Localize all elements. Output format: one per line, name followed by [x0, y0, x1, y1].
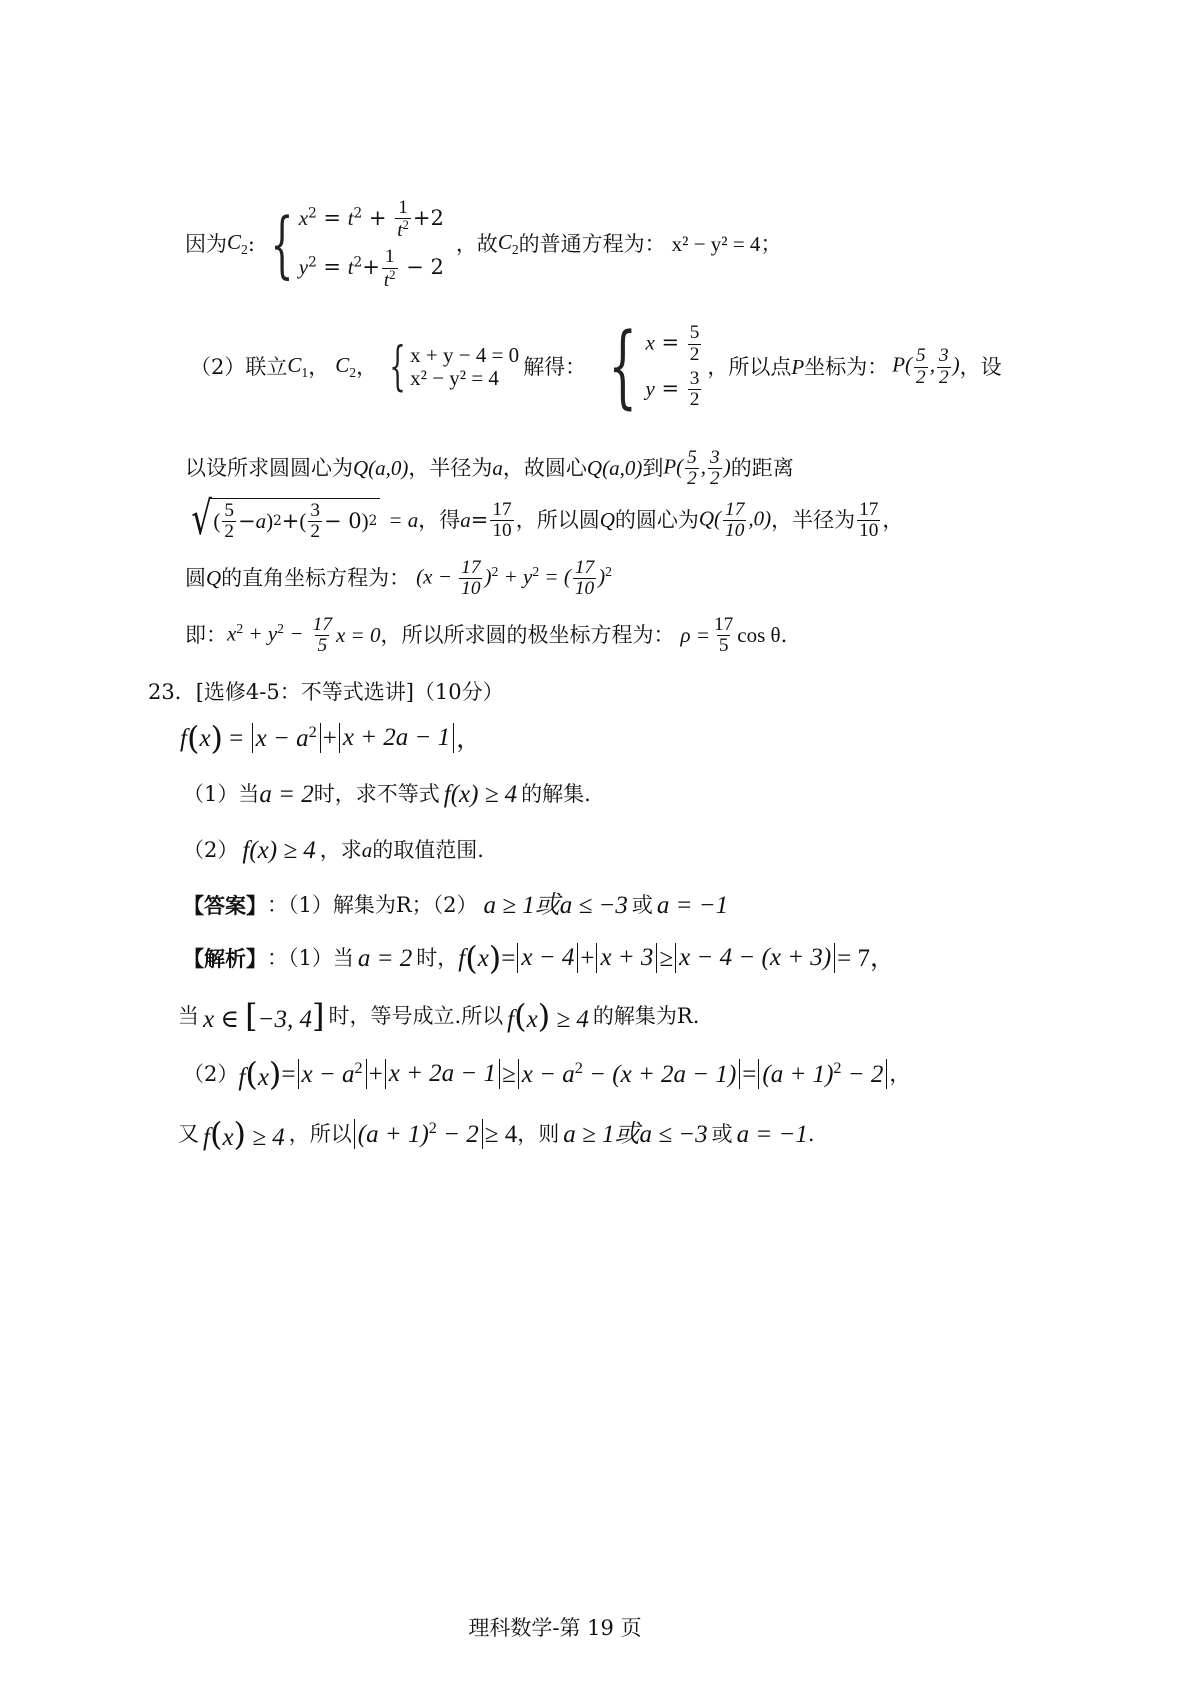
solution-conclusion: 又 f(x) ≥ 4 ，所以 $(a + 1)^2 - 2$ ≥ 4 ，则 a ≥ 1或a ≤ −3 或 a = −1 .	[178, 1115, 815, 1153]
solution-system: { x = $\frac{5}{2}$ y = $\frac{3}{2}$	[608, 314, 700, 419]
text-because: 因为	[185, 231, 227, 256]
solution-equality: 当 x ∈ [−3, 4] 时，等号成立.所以 f(x) ≥ 4 的解集为R.	[178, 997, 700, 1035]
point-p: P( $\frac{5}{2}$ , $\frac{3}{2}$ )	[892, 345, 960, 388]
page-footer: 理科数学-第 19 页	[468, 1616, 642, 1640]
text-lead: （2）联立	[190, 354, 288, 379]
equation-system-c2: { $x^2 = t^2$ + $\frac{1}{t^2}$ +2 $y^2 = t^2+$ $\frac{1}{t^2}$ − 2	[270, 197, 444, 291]
question-23-title: 23．[选修4-5：不等式选讲]（10分）	[148, 680, 504, 704]
solution-part-2: （2） f(x) = $x - a^2$ + x + 2a − 1 ≥ $x - a^2 - (x + 2a - 1)$ = $(a + 1)^2 - 2$ ，	[183, 1055, 911, 1093]
equation-system-joint: { x + y − 4 = 0 x² − y² = 4	[389, 337, 520, 397]
line-cartesian-eq: 圆 Q 的直角坐标方程为： (x − $\frac{17}{10}$ )$^2 + y^2$ = ( $\frac{17}{10}$ )$^2$	[185, 557, 612, 600]
sqrt-distance: √ ( $\frac{5}{2}$ − a ) 2 + ( $\frac{3}{2}$ − 0 ) 2	[187, 498, 380, 543]
solution-part-1: 【解析】 ：（1）当 a = 2 时， f ( x ) = x − 4 + x + 3 ≥ x − 4 − (x + 3) = 7，	[183, 939, 895, 977]
function-definition: f ( x ) = $x - a^2$ + x + 2a − 1 ，	[180, 719, 482, 757]
answer-line: 【答案】 ：（1）解集为R；（2） a ≥ 1或a ≤ −3 或 a = −1	[183, 892, 729, 919]
text-rest: 的普通方程为：	[518, 231, 666, 256]
equation-hyperbola: x² − y² = 4	[671, 231, 761, 256]
line-c2-system: 因为 $C_2$ : { $x^2 = t^2$ + $\frac{1}{t^2}$ +2 $y^2 = t^2+$ $\frac{1}{t^2}$ − 2 ，故 $C_2$ 的普通方程为： x² − y² = 4 ；	[185, 197, 782, 291]
line-circle-center: 以设所求圆圆心为 Q(a,0) ，半径为 a ，故圆心 Q(a,0) 到 P( $\frac{5}{2}$ , $\frac{3}{2}$ ) 的距离	[185, 447, 794, 490]
question-23-part-1: （1）当 a = 2 时，求不等式 f(x) ≥ 4 的解集.	[183, 781, 591, 808]
symbol-c2: $C_2$	[227, 230, 248, 257]
line-distance: √ ( $\frac{5}{2}$ − a ) 2 + ( $\frac{3}{2}$ − 0 ) 2 = a ，得 a = $\frac{17}{10}$ ，所以圆 Q 的圆心为 Q( $\frac{17}{10}$ ,0) ，半径为 $\frac{17}{10}$ ，	[185, 498, 903, 543]
question-23-part-2: （2） f(x) ≥ 4 ，求 a 的取值范围.	[183, 837, 484, 864]
line-solve-system: （2）联立 $C_1$ ， $C_2$ ， { x + y − 4 = 0 x² − y² = 4 解得： { x = $\frac{5}{2}$ y = $\frac{3}{2}$ ，所以点 P 坐标为： P( $\frac{5}{2}$ , $\frac{3}{2}$ ) ，设	[190, 314, 1002, 419]
text-so: ，故	[455, 231, 498, 256]
line-polar-eq: 即： $x^2 + y^2$ − $\frac{17}{5}$ x = 0 ，所以所求圆的极坐标方程为： ρ = $\frac{17}{5}$ cos θ .	[185, 614, 788, 657]
